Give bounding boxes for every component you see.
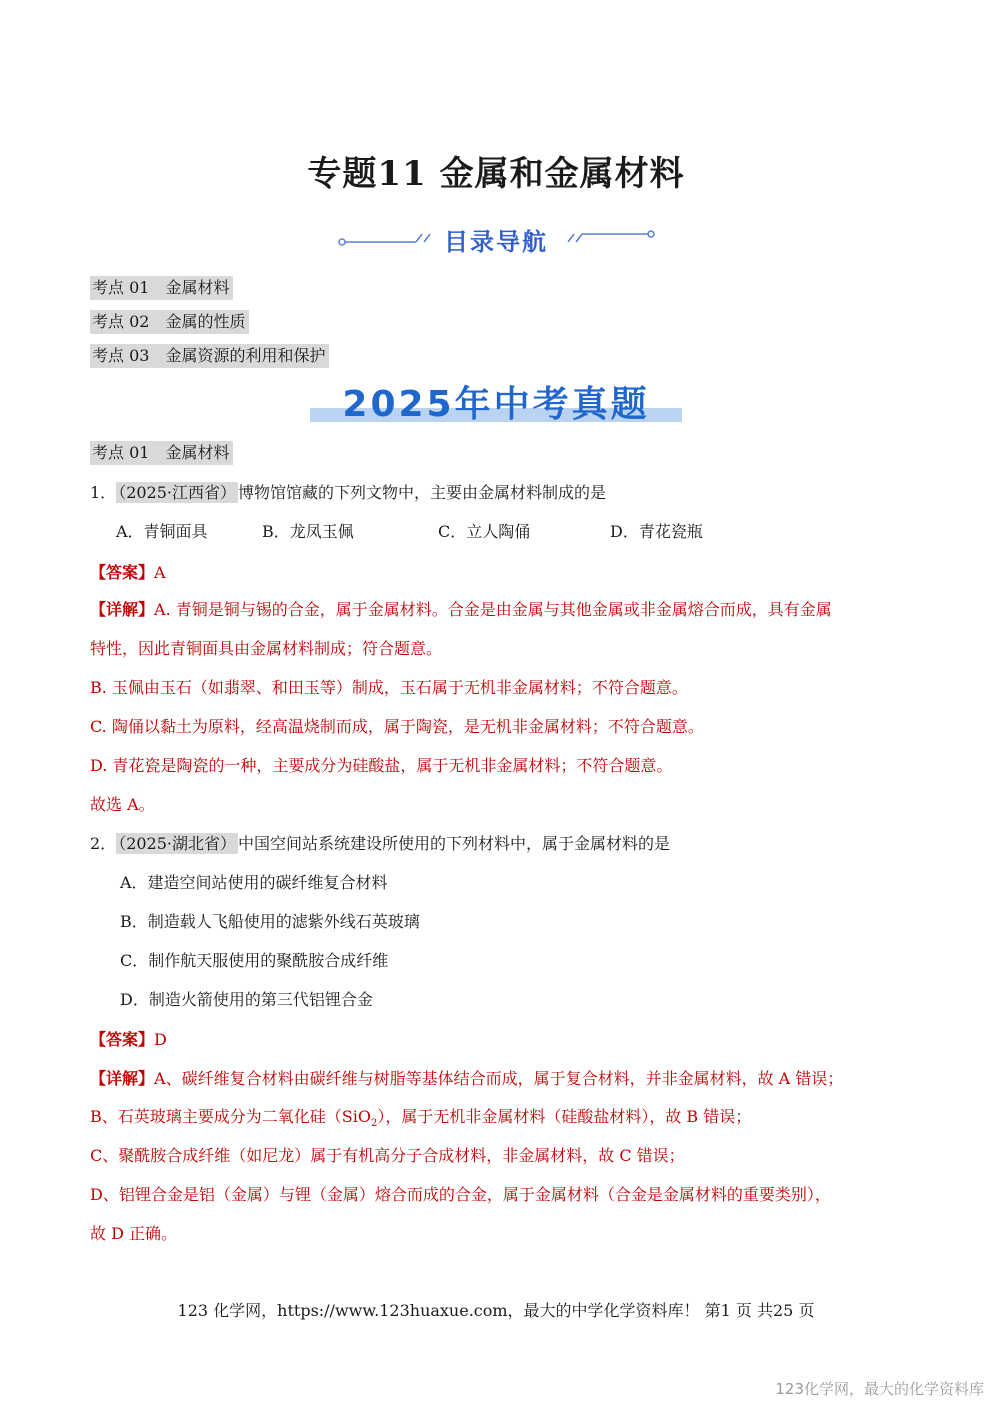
- q1-answer: [90, 562, 166, 584]
- detail-label: 【详解】: [90, 1069, 155, 1088]
- watermark: 123化学网，最大的化学资料库: [775, 1380, 984, 1398]
- detail-label: 【详解】: [90, 600, 155, 619]
- question-source: （2025·江西省）: [118, 483, 236, 502]
- question-text: 中国空间站系统建设所使用的下列材料中，属于金属材料的是: [238, 834, 671, 853]
- question-number: 2．: [90, 834, 117, 853]
- q1-detail-line-1: [90, 599, 832, 621]
- detail-text: ），属于无机非金属材料（硅酸盐材料），故 B 错误；: [377, 1107, 752, 1126]
- question-2-stem: [90, 833, 670, 855]
- detail-text: A、碳纤维复合材料由碳纤维与树脂等基体结合而成，属于复合材料，并非金属材料，故 A 错误；: [154, 1069, 844, 1088]
- q1-option-a: A．青铜面具: [116, 522, 208, 541]
- toc-item-2[interactable]: [90, 310, 249, 334]
- q1-option-b: B．龙凤玉佩: [262, 522, 354, 541]
- section-heading: [90, 441, 233, 465]
- q2-option-c: C．制作航天服使用的聚酰胺合成纤维: [120, 951, 389, 970]
- q2-detail-line-5: 故 D 正确。: [90, 1224, 178, 1243]
- q1-detail-line-4: C. 陶俑以黏土为原料，经高温烧制而成，属于陶瓷，是无机非金属材料；不符合题意。: [90, 717, 704, 736]
- q2-answer: [90, 1029, 167, 1051]
- question-text: 博物馆馆藏的下列文物中，主要由金属材料制成的是: [238, 483, 607, 502]
- toc-item-num: 考点 02: [92, 312, 150, 331]
- q2-detail-line-4: D、铝锂合金是铝（金属）与锂（金属）熔合而成的合金，属于金属材料（合金是金属材料的重要类别），: [90, 1185, 831, 1204]
- page-footer: 123 化学网，https://www.123huaxue.com，最大的中学化学资料库！ 第1 页 共25 页: [177, 1301, 815, 1320]
- question-number: 1．: [90, 483, 117, 502]
- toc-item-num: 考点 01: [92, 278, 150, 297]
- q2-detail-line-3: C、聚酰胺合成纤维（如尼龙）属于有机高分子合成材料，非金属材料，故 C 错误；: [90, 1146, 685, 1165]
- q1-detail-line-3: B. 玉佩由玉石（如翡翠、和田玉等）制成，玉石属于无机非金属材料；不符合题意。: [90, 678, 688, 697]
- toc-item-num: 考点 03: [92, 346, 150, 365]
- question-1-stem: [90, 482, 606, 504]
- q1-option-d: D．青花瓷瓶: [610, 522, 703, 541]
- answer-label: 【答案】: [90, 1030, 155, 1049]
- section-num: 考点 01: [92, 443, 150, 462]
- q2-option-b: B．制造载人飞船使用的滤紫外线石英玻璃: [120, 912, 420, 931]
- subscript: 2: [370, 1118, 378, 1130]
- toc-item-label: 金属材料: [165, 278, 230, 297]
- answer-label: 【答案】: [90, 563, 155, 582]
- q1-detail-line-5: D. 青花瓷是陶瓷的一种，主要成分为硅酸盐，属于无机非金属材料；不符合题意。: [90, 756, 673, 775]
- q1-detail-line-2: 特性，因此青铜面具由金属材料制成；符合题意。: [90, 639, 443, 658]
- nav-heading: 目录导航: [444, 228, 548, 256]
- toc-item-3[interactable]: [90, 344, 329, 368]
- toc-item-1[interactable]: [90, 276, 233, 300]
- section-label: 金属材料: [165, 443, 230, 462]
- page-title: 专题11 金属和金属材料: [307, 154, 685, 194]
- toc-item-label: 金属的性质: [165, 312, 246, 331]
- detail-text: B、石英玻璃主要成分为二氧化硅（SiO: [90, 1107, 371, 1126]
- q2-detail-line-2: [90, 1106, 751, 1135]
- toc-item-label: 金属资源的利用和保护: [165, 346, 326, 365]
- q1-option-c: C．立人陶俑: [438, 522, 531, 541]
- q1-detail-line-6: 故选 A。: [90, 795, 155, 814]
- q2-option-d: D．制造火箭使用的第三代铝锂合金: [120, 990, 373, 1009]
- detail-text: A. 青铜是铜与锡的合金，属于金属材料。合金是由金属与其他金属或非金属熔合而成，具有金属: [154, 600, 832, 619]
- question-source: （2025·湖北省）: [118, 834, 236, 853]
- answer-value: D: [154, 1030, 167, 1049]
- q2-detail-line-1: [90, 1068, 843, 1090]
- answer-value: A: [154, 563, 166, 582]
- q2-option-a: A．建造空间站使用的碳纤维复合材料: [120, 873, 388, 892]
- exam-heading: 2025年中考真题: [342, 384, 650, 425]
